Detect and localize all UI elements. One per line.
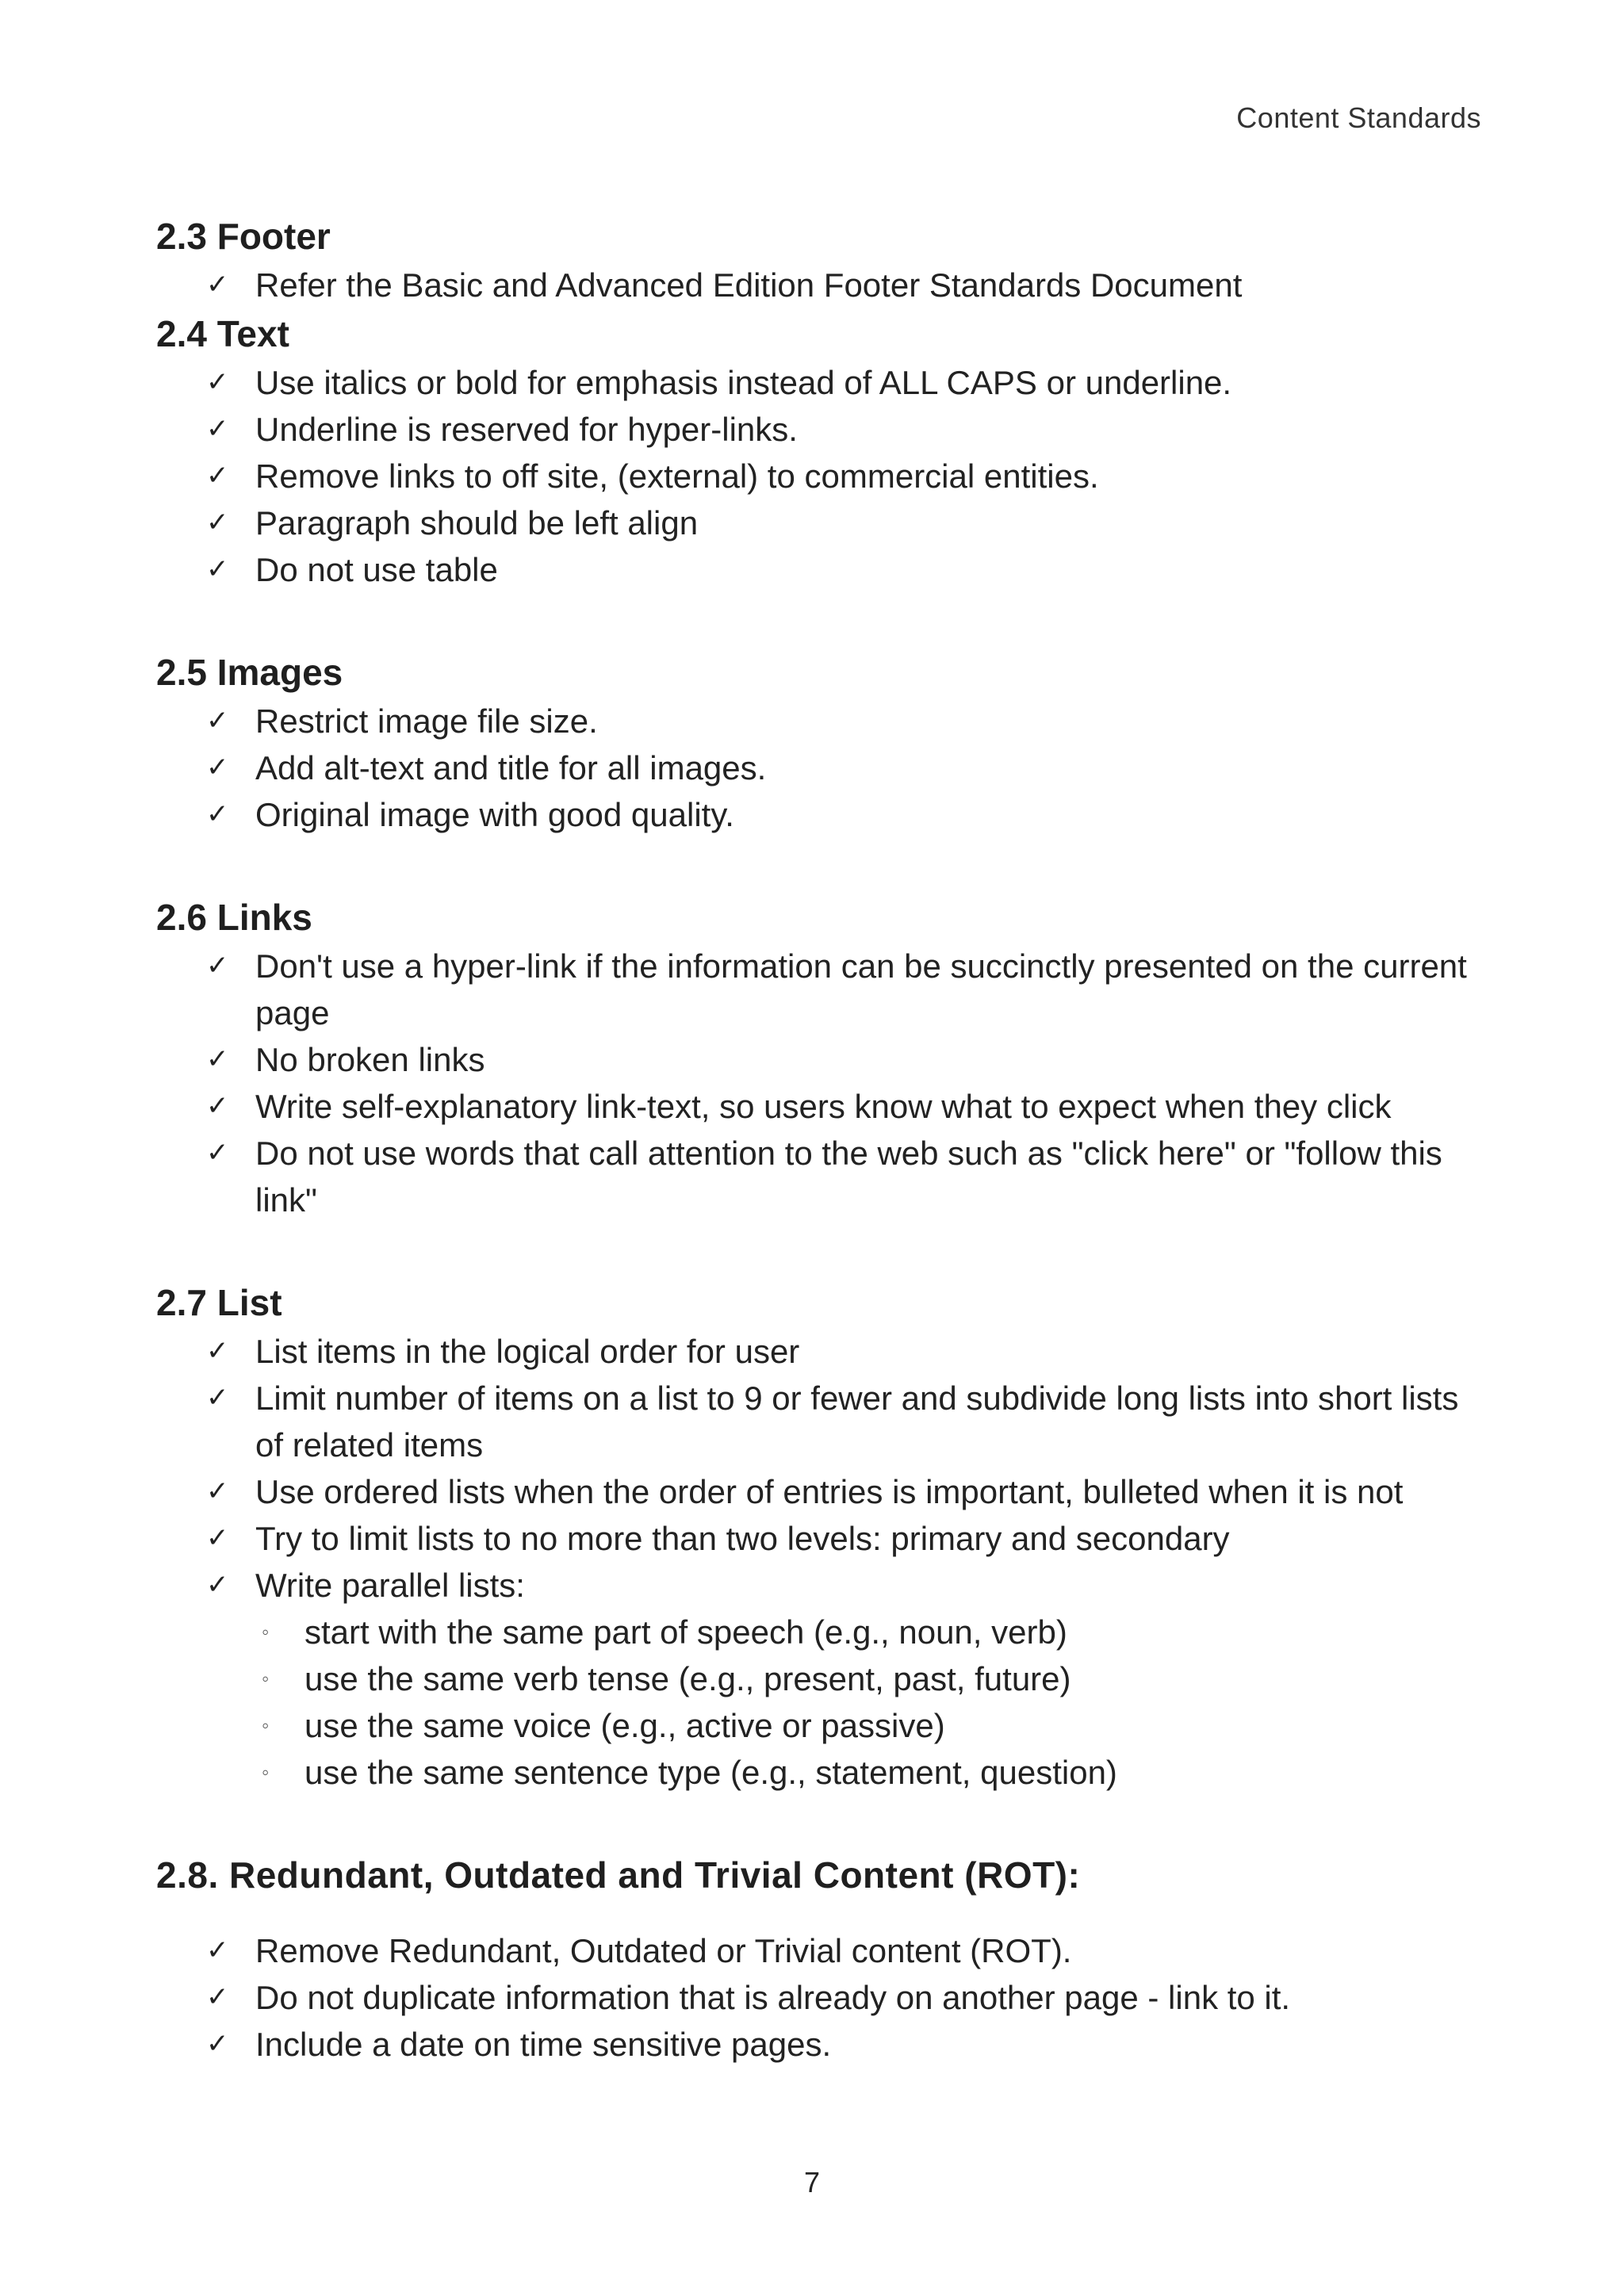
checklist [156,262,1488,308]
checklist [156,1328,1488,1796]
spacer [156,1796,1488,1850]
checkmark-icon: ✓ [206,507,229,538]
sub-list-item: ◦ use the same verb tense (e.g., present, past, future) [304,1655,1488,1702]
document-body [156,211,1488,2068]
spacer [156,838,1488,892]
list-item: ✓ Include a date on time sensitive pages. [255,2021,1488,2068]
section-title: 2.5 Images [156,652,343,693]
section-links [156,892,1488,1223]
circle-bullet-icon: ◦ [262,1713,270,1737]
section-rot [156,1850,1488,2068]
checkmark-icon: ✓ [206,553,229,585]
section-text [156,308,1488,593]
page-number: 7 [803,2166,821,2198]
checkmark-icon: ✓ [206,460,229,492]
circle-bullet-icon: ◦ [262,1667,270,1690]
checkmark-icon: ✓ [206,1335,229,1367]
sub-list-item: ◦ start with the same part of speech (e.g., noun, verb) [304,1609,1488,1655]
list-item: ✓ Do not use table [255,546,1488,593]
list-item: ✓ Do not duplicate information that is already on another page - link to it. [255,1974,1488,2021]
checkmark-icon: ✓ [206,705,229,737]
checkmark-icon: ✓ [206,413,229,445]
checkmark-icon: ✓ [206,1137,229,1169]
list-item: ✓ Write self-explanatory link-text, so users know what to expect when they click [255,1083,1488,1130]
section-title: 2.6 Links [156,897,312,938]
section-title: 2.3 Footer [156,216,331,257]
checkmark-icon: ✓ [206,1934,229,1966]
checklist [156,943,1488,1223]
section-title: 2.8. Redundant, Outdated and Trivial Content (ROT): [156,1854,1081,1896]
checkmark-icon: ✓ [206,1569,229,1601]
list-item: ✓ Do not use words that call attention to the web such as "click here" or "follow this link" [255,1130,1488,1223]
section-images [156,647,1488,838]
checkmark-icon: ✓ [206,1382,229,1414]
list-item: ✓ Use italics or bold for emphasis instead of ALL CAPS or underline. [255,359,1488,406]
list-item: ✓ Refer the Basic and Advanced Edition Footer Standards Document [255,262,1488,308]
list-item: ✓ Add alt-text and title for all images. [255,744,1488,791]
list-item: ✓ No broken links [255,1036,1488,1083]
checklist [156,698,1488,838]
circle-bullet-icon: ◦ [262,1760,270,1784]
list-item: ✓ Original image with good quality. [255,791,1488,838]
list-item: ✓ List items in the logical order for user [255,1328,1488,1375]
section-footer [156,211,1488,308]
list-item: ✓ Limit number of items on a list to 9 or fewer and subdivide long lists into short lists of related items [255,1375,1488,1468]
section-title: 2.7 List [156,1282,282,1323]
section-list [156,1277,1488,1796]
section-title: 2.4 Text [156,313,289,354]
checkmark-icon: ✓ [206,1043,229,1075]
list-item: ✓ Restrict image file size. [255,698,1488,744]
circle-bullet-icon: ◦ [262,1620,270,1644]
spacer [156,1900,1488,1927]
checklist [156,1927,1488,2068]
running-header: Content Standards [1236,101,1481,134]
list-item: ✓ Don't use a hyper-link if the information can be succinctly presented on the current page [255,943,1488,1036]
sub-list-item: ◦ use the same voice (e.g., active or passive) [304,1702,1488,1749]
list-item: ✓ Remove links to off site, (external) to commercial entities. [255,453,1488,499]
checkmark-icon: ✓ [206,269,229,300]
checkmark-icon: ✓ [206,1090,229,1122]
checkmark-icon: ✓ [206,1475,229,1507]
list-item: ✓ Remove Redundant, Outdated or Trivial content (ROT). [255,1927,1488,1974]
checkmark-icon: ✓ [206,1981,229,2013]
list-item: ✓ Write parallel lists: ◦ start with the same part of speech (e.g., noun, verb) ◦ use the same verb tense (e.g., present, past, future) ◦ use the same voice (e.g., active or passive) ◦ use the same sentence type (e.g., statement, question) [255,1562,1488,1796]
spacer [156,593,1488,647]
list-item: ✓ Underline is reserved for hyper-links. [255,406,1488,453]
checklist [156,359,1488,593]
checkmark-icon: ✓ [206,1522,229,1554]
checkmark-icon: ✓ [206,366,229,398]
checkmark-icon: ✓ [206,950,229,982]
list-item: ✓ Try to limit lists to no more than two levels: primary and secondary [255,1515,1488,1562]
checkmark-icon: ✓ [206,2028,229,2060]
checkmark-icon: ✓ [206,798,229,830]
list-item: ✓ Use ordered lists when the order of entries is important, bulleted when it is not [255,1468,1488,1515]
checkmark-icon: ✓ [206,752,229,783]
spacer [156,1223,1488,1277]
sub-list-item: ◦ use the same sentence type (e.g., statement, question) [304,1749,1488,1796]
list-item: ✓ Paragraph should be left align [255,499,1488,546]
sub-list [255,1609,1488,1796]
